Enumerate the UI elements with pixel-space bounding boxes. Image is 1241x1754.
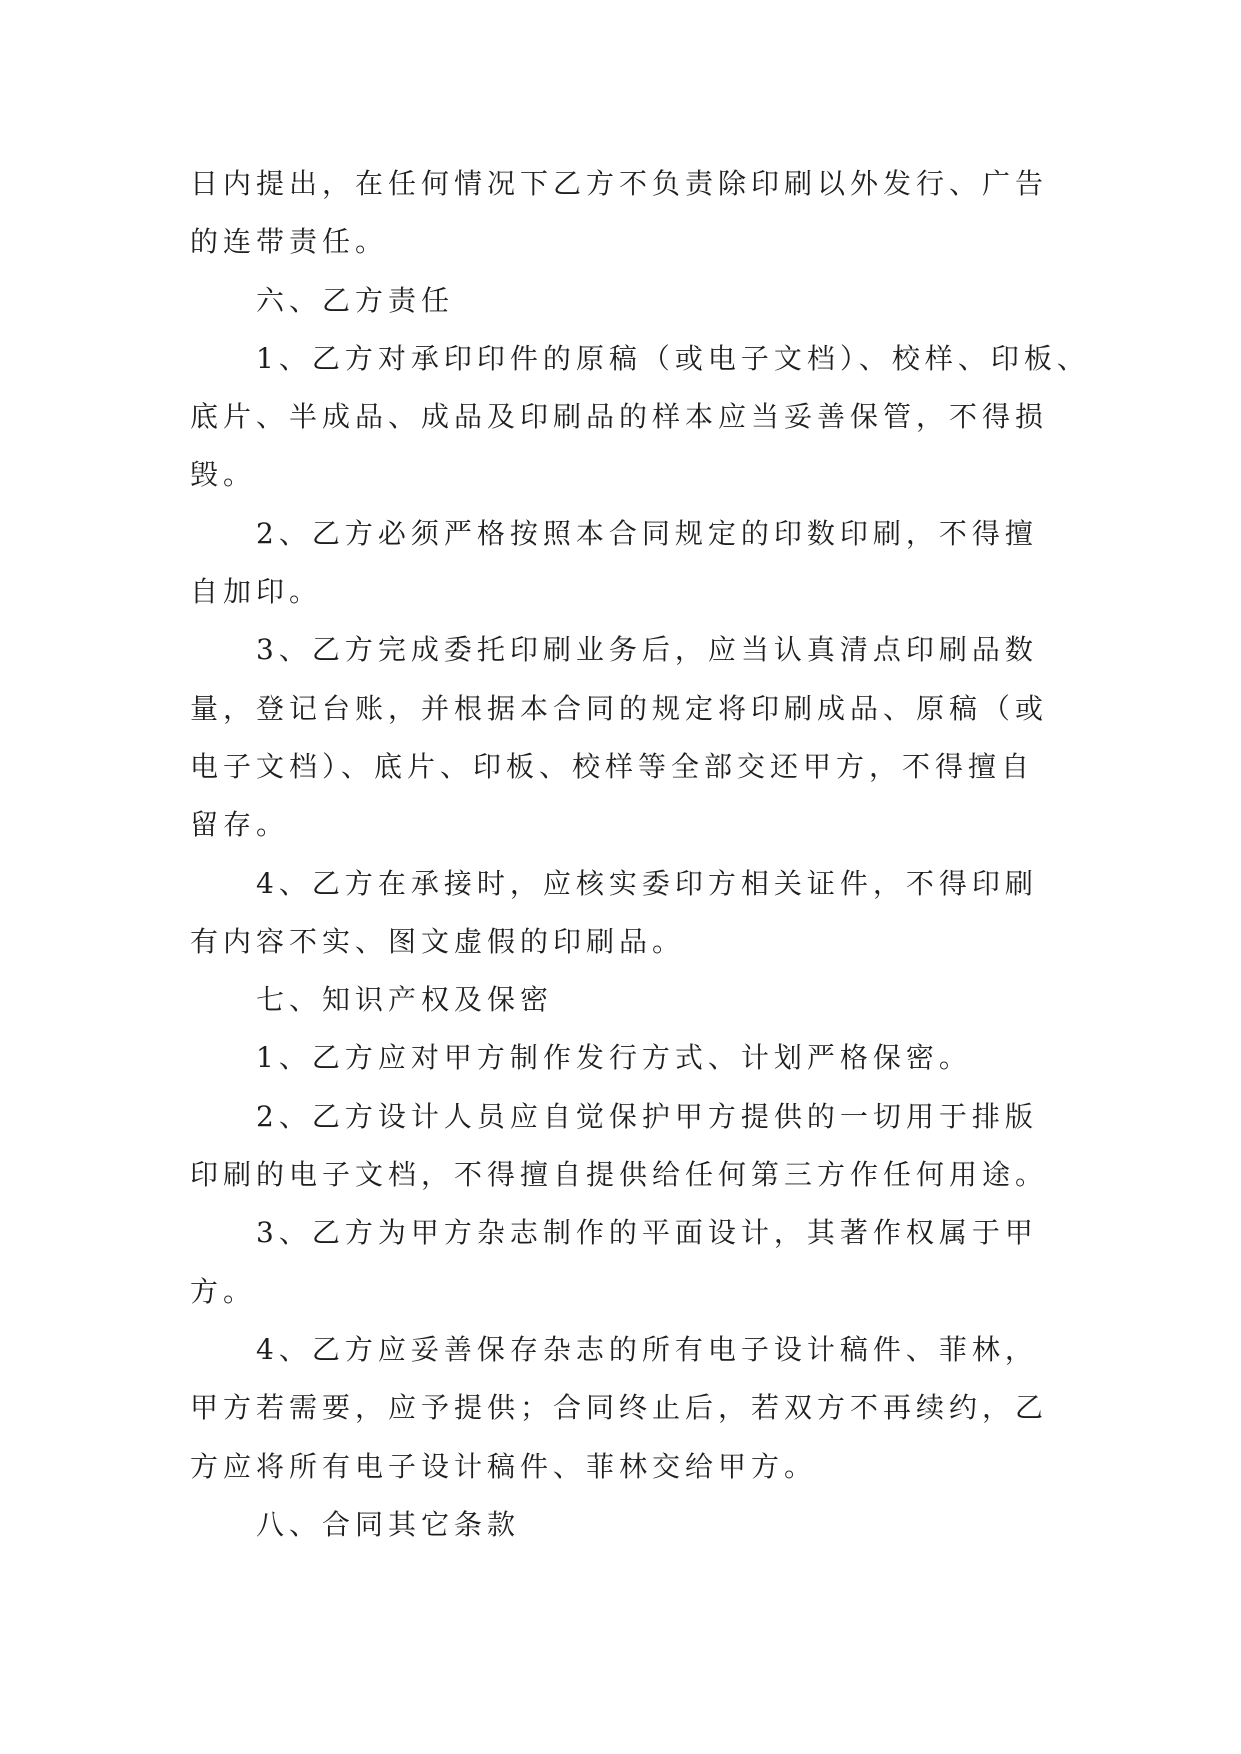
paragraph (190, 1088, 1150, 1205)
section-heading-7 (190, 971, 1150, 1029)
paragraph-line: 电子文档）、底片、印板、校样等全部交还甲方，不得擅自 (190, 749, 1035, 783)
paragraph-line: 3、乙方为甲方杂志制作的平面设计，其著作权属于甲 (256, 1216, 1038, 1250)
paragraph-line: 量，登记台账，并根据本合同的规定将印刷成品、原稿（或 (190, 691, 1049, 725)
paragraph (190, 1029, 1150, 1087)
section-heading-text: 六、乙方责任 (256, 283, 455, 317)
paragraph (190, 1321, 1150, 1496)
paragraph-line: 甲方若需要，应予提供；合同终止后，若双方不再续约，乙 (190, 1391, 1049, 1425)
paragraph-line: 2、乙方设计人员应自觉保护甲方提供的一切用于排版 (256, 1099, 1038, 1133)
document-body (190, 155, 1150, 1554)
section-heading-8 (190, 1496, 1150, 1554)
paragraph-line: 留存。 (190, 808, 290, 842)
paragraph-line: 4、乙方应妥善保存杂志的所有电子设计稿件、菲林， (256, 1332, 1038, 1366)
paragraph-line: 1、乙方应对甲方制作发行方式、计划严格保密。 (256, 1041, 972, 1075)
section-heading-6 (190, 272, 1150, 330)
paragraph-line: 有内容不实、图文虚假的印刷品。 (190, 924, 686, 958)
paragraph-line: 1、乙方对承印印件的原稿（或电子文档）、校样、印板、 (256, 341, 1090, 375)
paragraph (190, 1204, 1150, 1321)
paragraph-line: 日内提出，在任何情况下乙方不负责除印刷以外发行、广告 (190, 167, 1049, 200)
paragraph-line: 4、乙方在承接时，应核实委印方相关证件，不得印刷 (256, 866, 1038, 900)
section-heading-text: 七、知识产权及保密 (256, 983, 554, 1017)
paragraph (190, 621, 1150, 854)
paragraph-line: 自加印。 (190, 575, 323, 609)
section-heading-text: 八、合同其它条款 (256, 1507, 521, 1541)
paragraph-continuation (190, 155, 1150, 272)
paragraph-line: 的连带责任。 (190, 225, 389, 259)
paragraph-line: 方。 (190, 1274, 257, 1308)
paragraph (190, 855, 1150, 972)
paragraph-line: 2、乙方必须严格按照本合同规定的印数印刷，不得擅 (256, 516, 1038, 550)
paragraph (190, 505, 1150, 622)
paragraph-line: 方应将所有电子设计稿件、菲林交给甲方。 (190, 1449, 818, 1483)
paragraph-line: 底片、半成品、成品及印刷品的样本应当妥善保管，不得损 (190, 400, 1049, 434)
paragraph (190, 330, 1150, 505)
paragraph-line: 3、乙方完成委托印刷业务后，应当认真清点印刷品数 (256, 633, 1038, 667)
paragraph-line: 印刷的电子文档，不得擅自提供给任何第三方作任何用途。 (190, 1158, 1049, 1192)
paragraph-line: 毁。 (190, 458, 257, 492)
